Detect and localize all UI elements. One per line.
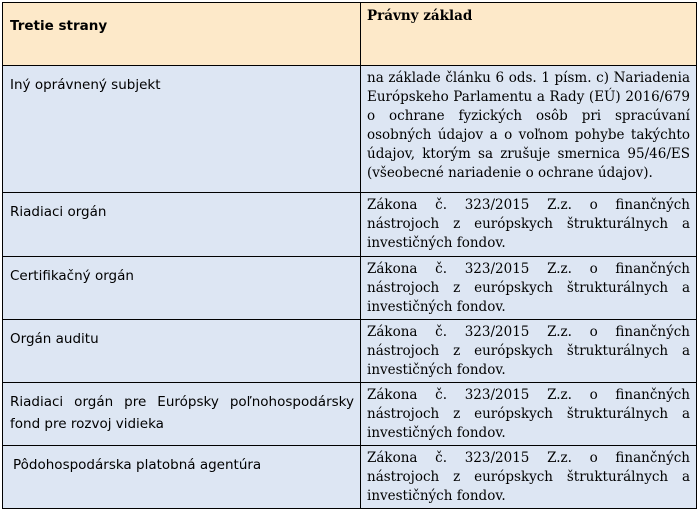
table-row: [3, 383, 697, 446]
table-row: [3, 446, 697, 509]
table-row: [3, 257, 697, 320]
header-legal-basis: Právny základ: [361, 3, 697, 66]
legal-basis-cell: na základe článku 6 ods. 1 písm. c) Nariadenia Európskeho Parlamentu a Rady (EÚ) 2016/679 o ochrane fyzických osôb pri spracúvaní osobných údajov a o voľnom pohybe takýchto údajov, ktorým sa zrušuje smernica 95/46/ES (všeobecné nariadenie o ochrane údajov).: [361, 66, 697, 193]
legal-basis-cell: Zákona č. 323/2015 Z.z. o finančných nástrojoch z európskych štrukturálnych a investičných fondov.: [361, 193, 697, 257]
legal-basis-cell: Zákona č. 323/2015 Z.z. o finančných nástrojoch z európskych štrukturálnych a investičných fondov.: [361, 257, 697, 320]
legal-basis-cell: Zákona č. 323/2015 Z.z. o finančných nástrojoch z európskych štrukturálnych a investičných fondov.: [361, 446, 697, 509]
header-third-parties: Tretie strany: [3, 3, 361, 66]
table-row: [3, 320, 697, 383]
party-cell: Pôdohospodárska platobná agentúra: [3, 446, 361, 509]
party-cell: Orgán auditu: [3, 320, 361, 383]
legal-basis-cell: Zákona č. 323/2015 Z.z. o finančných nástrojoch z európskych štrukturálnych a investičných fondov.: [361, 383, 697, 446]
third-parties-table: [2, 2, 697, 509]
table-row: [3, 193, 697, 257]
party-cell: Certifikačný orgán: [3, 257, 361, 320]
table-row: [3, 66, 697, 193]
legal-basis-cell: Zákona č. 323/2015 Z.z. o finančných nástrojoch z európskych štrukturálnych a investičných fondov.: [361, 320, 697, 383]
table-header-row: [3, 3, 697, 66]
party-cell: Iný oprávnený subjekt: [3, 66, 361, 193]
party-cell: Riadiaci orgán pre Európsky poľnohospodársky fond pre rozvoj vidieka: [3, 383, 361, 446]
party-cell: Riadiaci orgán: [3, 193, 361, 257]
